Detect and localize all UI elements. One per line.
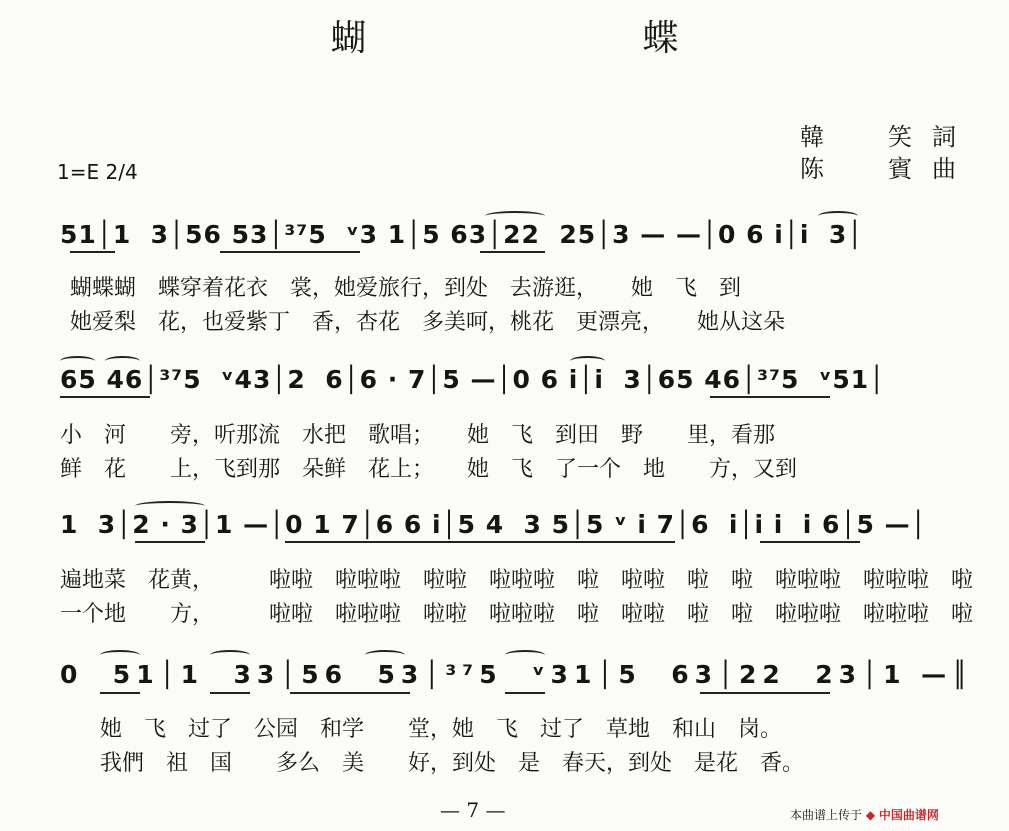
slur-mark: [365, 650, 405, 660]
beam-underline: [60, 396, 150, 398]
notation-line: 51│1 3│56 53│³⁷5 ᵛ3 1│5 63│22 25│3 — —│0 6 i│i 3│: [60, 220, 864, 249]
slur-mark: [210, 650, 250, 660]
beam-underline: [760, 541, 860, 543]
lyrics-verse-1: 遍地菜 花黄， 啦啦 啦啦啦 啦啦 啦啦啦 啦 啦啦 啦 啦 啦啦啦 啦啦啦 啦: [60, 568, 974, 593]
notation-line: 0 51│1 33│56 53│³⁷5 ᵛ31│5 63│22 23│1 —║: [60, 660, 974, 689]
slur-mark: [60, 356, 95, 366]
slur-mark: [485, 211, 545, 221]
beam-underline: [710, 396, 830, 398]
notation-line: 65 46│³⁷5 ᵛ43│2 6│6 · 7│5 —│0 6 i│i 3│65 46│³⁷5 ᵛ51│: [60, 365, 886, 394]
lyricist-credit: 韓 笑詞: [800, 123, 976, 151]
lyrics-verse-2: 她爱梨 花，也爱紫丁 香，杏花 多美呵，桃花 更漂亮， 她从这朵: [70, 310, 786, 335]
lyrics-verse-1: 蝴蝶蝴 蝶穿着花衣 裳，她爱旅行，到处 去游逛， 她 飞 到: [70, 276, 742, 301]
slur-mark: [105, 356, 140, 366]
notation-line: 1 3│2 · 3│1 —│0 1 7│6 6 i│5 4 3 5│5 ᵛ i 7│6 i│i i i 6│5 —│: [60, 510, 927, 539]
slur-mark: [570, 356, 605, 366]
watermark-prefix: 本曲谱上传于: [790, 808, 863, 822]
site-logo-icon: ◆: [865, 808, 876, 822]
page-number: — 7 —: [440, 798, 506, 822]
lyrics-verse-2: 我們 祖 国 多么 美 好，到处 是 春天，到处 是花 香。: [100, 751, 805, 776]
slur-mark: [100, 650, 140, 660]
score-system-1: [60, 205, 955, 335]
beam-underline: [220, 251, 360, 253]
beam-underline: [100, 692, 140, 694]
beam-underline: [480, 251, 545, 253]
song-title: 蝴 蝶: [330, 18, 799, 59]
beam-underline: [70, 251, 115, 253]
lyrics-verse-2: 鲜 花 上，飞到那 朵鲜 花上； 她 飞 了一个 地 方，又到: [60, 457, 798, 482]
beam-underline: [210, 692, 250, 694]
watermark-brand: 中国曲谱网: [878, 808, 939, 822]
composer-credit: 陈 賓曲: [800, 155, 976, 183]
watermark: [790, 806, 939, 823]
slur-mark: [505, 650, 545, 660]
slur-mark: [818, 211, 858, 221]
slur-mark: [135, 501, 205, 511]
score-system-3: [60, 495, 974, 627]
beam-underline: [505, 692, 545, 694]
score-system-4: [60, 640, 974, 780]
lyrics-verse-1: 她 飞 过了 公园 和学 堂，她 飞 过了 草地 和山 岗。: [100, 717, 783, 742]
beam-underline: [285, 541, 675, 543]
lyrics-verse-2: 一个地 方， 啦啦 啦啦啦 啦啦 啦啦啦 啦 啦啦 啦 啦 啦啦啦 啦啦啦 啦: [60, 602, 974, 627]
key-signature: 1=E 2/4: [57, 160, 138, 184]
lyrics-verse-1: 小 河 旁，听那流 水把 歌唱； 她 飞 到田 野 里，看那: [60, 423, 776, 448]
beam-underline: [135, 541, 205, 543]
beam-underline: [290, 692, 410, 694]
beam-underline: [700, 692, 830, 694]
score-system-2: [60, 350, 955, 480]
